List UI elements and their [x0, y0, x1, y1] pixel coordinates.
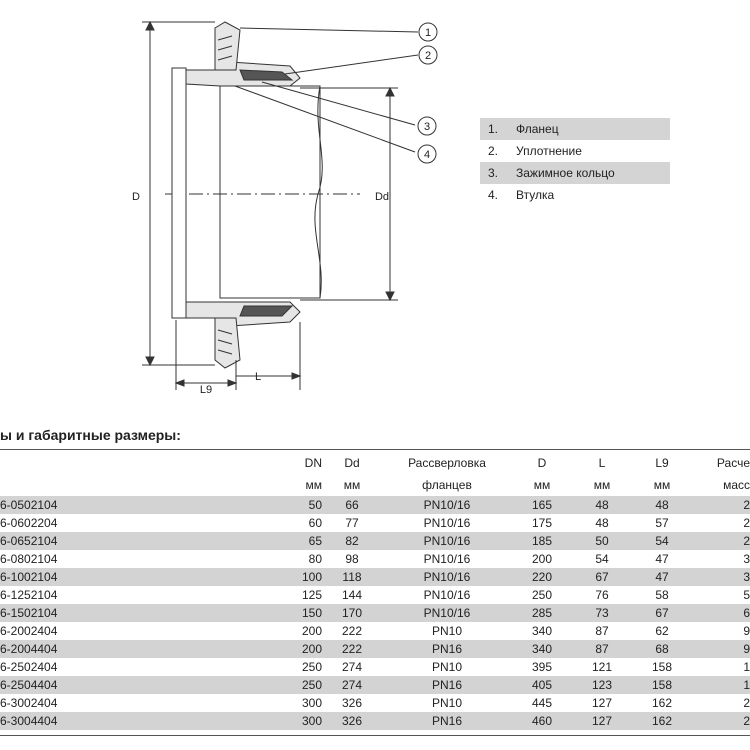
cell-dd: 144 — [341, 588, 363, 602]
cell-d: 340 — [531, 624, 553, 638]
table-row — [0, 496, 750, 514]
cell-l9: 57 — [655, 516, 669, 530]
cell-d: 200 — [531, 552, 553, 566]
header-cell — [0, 474, 60, 496]
cell-mass: 9 — [743, 624, 750, 638]
table-row — [0, 658, 750, 676]
cell-l: 50 — [572, 532, 632, 550]
table-row — [0, 514, 750, 532]
cell-dd: 326 — [322, 712, 382, 730]
cell-l: 76 — [595, 588, 609, 602]
table-row — [0, 604, 750, 622]
cell-l9: 67 — [632, 604, 692, 622]
cell-drilling: PN10/16 — [423, 588, 471, 602]
cell-mass: 2 — [692, 532, 750, 550]
table-top-rule — [0, 449, 750, 450]
cell-l9: 162 — [651, 696, 673, 710]
cell-l: 127 — [572, 712, 632, 730]
cell-mass: 5 — [743, 588, 750, 602]
legend-item-flange — [480, 118, 670, 140]
cell-dn: 125 — [301, 588, 322, 602]
cell-d: 405 — [512, 676, 572, 694]
cell-dn: 300 — [60, 712, 322, 730]
cell-l: 127 — [591, 696, 613, 710]
cell-mass: 2 — [692, 712, 750, 730]
cell-drilling: PN16 — [382, 676, 512, 694]
unit-l9: мм — [653, 478, 671, 492]
header-d: D — [537, 456, 547, 470]
cell-article: 6-1252104 — [0, 588, 58, 602]
callout-3-label: 3 — [423, 121, 431, 133]
table-row — [0, 712, 750, 730]
header-drilling: Рассверловка — [408, 456, 486, 470]
cell-dd: 274 — [322, 676, 382, 694]
header-mass: Расче — [716, 456, 750, 470]
cell-dd: 66 — [322, 496, 382, 514]
cell-dd: 170 — [322, 604, 382, 622]
cell-l: 123 — [572, 676, 632, 694]
section-title: ы и габаритные размеры: — [0, 427, 181, 443]
table-row — [0, 622, 750, 640]
cell-l9: 54 — [632, 532, 692, 550]
cell-l9: 48 — [632, 496, 692, 514]
cell-l: 54 — [595, 552, 609, 566]
cell-dd: 274 — [341, 660, 363, 674]
cell-mass: 6 — [692, 604, 750, 622]
cell-d: 175 — [531, 516, 553, 530]
cell-d: 460 — [512, 712, 572, 730]
header-dn: DN — [304, 456, 322, 470]
cell-l9: 68 — [632, 640, 692, 658]
table-row — [0, 532, 750, 550]
legend-number: 1. — [488, 122, 499, 136]
table-row — [0, 550, 750, 568]
cell-l: 87 — [595, 624, 609, 638]
cell-mass: 3 — [692, 568, 750, 586]
dimension-l9-label: L9 — [199, 384, 213, 396]
cell-drilling: PN10/16 — [423, 516, 471, 530]
legend-number: 3. — [488, 166, 499, 180]
cell-mass: 3 — [743, 552, 750, 566]
header-dd: Dd — [344, 456, 360, 470]
cell-article: 6-1002104 — [0, 568, 60, 586]
dimensions-table — [0, 452, 750, 730]
cell-dd: 77 — [345, 516, 359, 530]
cell-mass: 2 — [692, 496, 750, 514]
header-l9: L9 — [655, 456, 669, 470]
cell-dn: 300 — [301, 696, 322, 710]
cell-article: 6-2004404 — [0, 640, 60, 658]
cell-dn: 200 — [60, 640, 322, 658]
cell-drilling: PN10/16 — [382, 568, 512, 586]
cell-dn: 250 — [301, 660, 322, 674]
cell-article: 6-0802104 — [0, 552, 58, 566]
legend-label: Зажимное кольцо — [516, 166, 615, 180]
cell-drilling: PN10 — [431, 660, 463, 674]
unit-dd: мм — [343, 478, 361, 492]
cell-dd: 222 — [322, 640, 382, 658]
cell-l9: 62 — [655, 624, 669, 638]
cell-article: 6-3004404 — [0, 712, 60, 730]
cell-article: 6-0502104 — [0, 496, 60, 514]
dimension-d-label: D — [132, 191, 140, 203]
cell-l9: 47 — [632, 568, 692, 586]
cell-drilling: PN10 — [431, 696, 463, 710]
cell-article: 6-0602204 — [0, 516, 58, 530]
cell-dn: 60 — [308, 516, 322, 530]
callout-1-label: 1 — [424, 27, 432, 39]
table-units-row — [0, 474, 750, 496]
cell-dn: 250 — [60, 676, 322, 694]
cell-dn: 150 — [60, 604, 322, 622]
cell-l9: 47 — [655, 552, 669, 566]
cell-d: 395 — [531, 660, 553, 674]
cell-mass: 1 — [743, 660, 750, 674]
cell-drilling: PN16 — [382, 712, 512, 730]
cell-l: 48 — [572, 496, 632, 514]
cell-d: 165 — [512, 496, 572, 514]
cell-dn: 100 — [60, 568, 322, 586]
legend-number: 2. — [488, 144, 499, 158]
cell-l: 121 — [591, 660, 613, 674]
cell-d: 340 — [512, 640, 572, 658]
legend-item-seal — [480, 140, 670, 162]
cell-d: 185 — [512, 532, 572, 550]
table-row — [0, 676, 750, 694]
cell-d: 285 — [512, 604, 572, 622]
header-l: L — [598, 456, 606, 470]
cell-dn: 65 — [60, 532, 322, 550]
cell-article: 6-2002404 — [0, 624, 58, 638]
cell-mass: 9 — [692, 640, 750, 658]
legend-item-sleeve — [480, 184, 670, 206]
legend-label: Уплотнение — [516, 144, 582, 158]
cell-dn: 80 — [308, 552, 322, 566]
unit-l: мм — [593, 478, 611, 492]
cell-dd: 326 — [341, 696, 363, 710]
legend-item-clamp-ring — [480, 162, 670, 184]
cell-dn: 200 — [301, 624, 322, 638]
cell-article: 6-3002404 — [0, 696, 58, 710]
cell-dd: 222 — [341, 624, 363, 638]
cell-l: 87 — [572, 640, 632, 658]
legend-label: Фланец — [516, 122, 559, 136]
cell-mass: 1 — [692, 676, 750, 694]
cell-dd: 98 — [345, 552, 359, 566]
table-bottom-rule — [0, 735, 750, 736]
cell-article: 6-0652104 — [0, 532, 60, 550]
pipe-body — [220, 86, 320, 298]
cell-dd: 82 — [322, 532, 382, 550]
cell-d: 445 — [531, 696, 553, 710]
cell-l: 67 — [572, 568, 632, 586]
legend-label: Втулка — [516, 188, 555, 202]
cell-l: 73 — [572, 604, 632, 622]
table-row — [0, 694, 750, 712]
callout-2-label: 2 — [424, 50, 432, 62]
cell-l9: 58 — [655, 588, 669, 602]
cell-l9: 158 — [632, 676, 692, 694]
cell-l9: 162 — [632, 712, 692, 730]
dimension-l-label: L — [254, 371, 262, 383]
unit-drilling: фланцев — [422, 478, 472, 492]
cell-l: 48 — [595, 516, 609, 530]
table-row — [0, 586, 750, 604]
cell-l9: 158 — [651, 660, 673, 674]
cell-mass: 2 — [743, 696, 750, 710]
cell-dd: 118 — [322, 568, 382, 586]
cell-dn: 50 — [60, 496, 322, 514]
callout-4-label: 4 — [423, 149, 431, 161]
table-row — [0, 568, 750, 586]
cell-article: 6-2504404 — [0, 676, 60, 694]
legend-number: 4. — [488, 188, 499, 202]
cell-drilling: PN10/16 — [382, 496, 512, 514]
unit-dn: мм — [305, 478, 322, 492]
dimension-dd-label: Dd — [374, 191, 390, 203]
table-body — [0, 496, 750, 730]
cell-drilling: PN10/16 — [382, 532, 512, 550]
cell-drilling: PN10 — [431, 624, 463, 638]
cell-drilling: PN16 — [382, 640, 512, 658]
header-cell — [0, 452, 60, 474]
unit-mass: масс — [723, 478, 750, 492]
table-row — [0, 640, 750, 658]
cell-d: 220 — [512, 568, 572, 586]
cell-article: 6-1502104 — [0, 604, 60, 622]
cell-drilling: PN10/16 — [382, 604, 512, 622]
unit-d: мм — [533, 478, 551, 492]
cell-mass: 2 — [743, 516, 750, 530]
parts-legend — [480, 118, 670, 206]
table-header-row — [0, 452, 750, 474]
cell-drilling: PN10/16 — [423, 552, 471, 566]
cell-article: 6-2502404 — [0, 660, 58, 674]
cell-d: 250 — [531, 588, 553, 602]
